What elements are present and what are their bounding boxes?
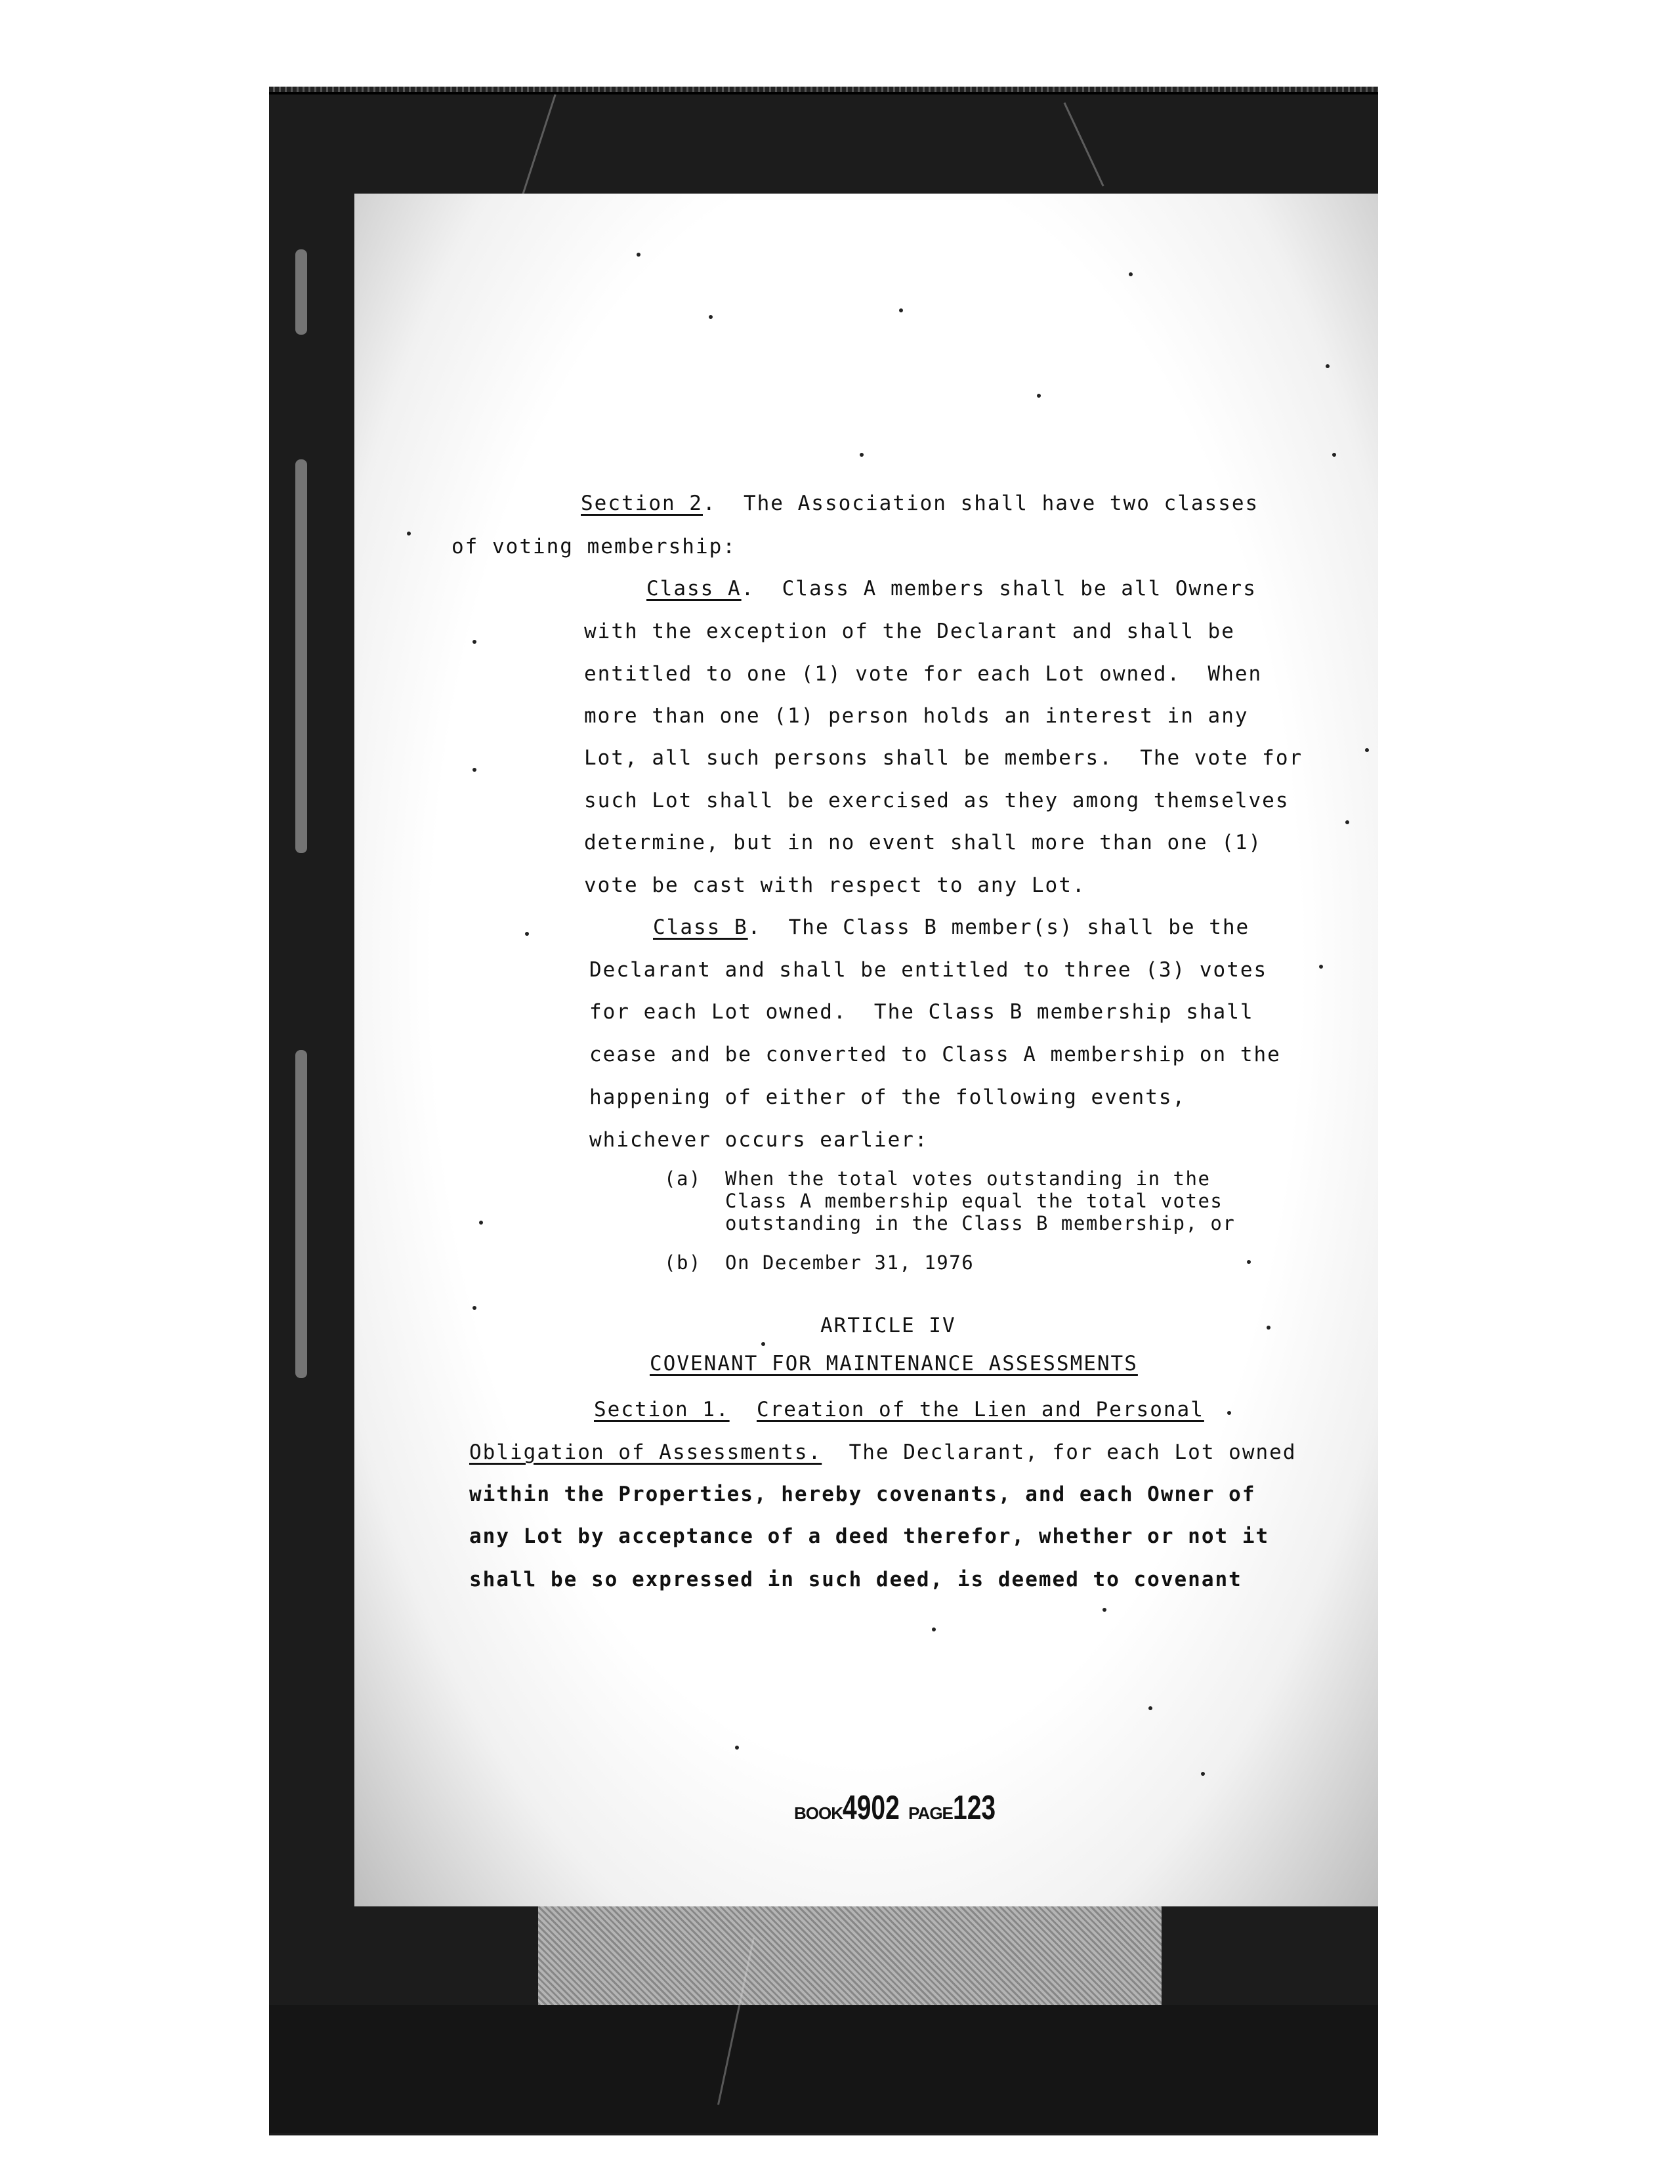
scan-speck: [1326, 364, 1330, 368]
scan-speck: [1332, 453, 1336, 457]
class-b-heading: Class B: [653, 915, 748, 939]
event-line: When the total votes outstanding in the: [725, 1167, 1211, 1190]
scan-artifact: [295, 459, 307, 853]
class-a-line: with the exception of the Declarant and shall be: [584, 620, 1235, 643]
event-line: outstanding in the Class B membership, or: [725, 1212, 1236, 1234]
book-number: 4902: [843, 1789, 900, 1827]
scan-bottom-edge: [269, 2005, 1378, 2133]
event-label: (b): [664, 1251, 702, 1274]
section-1-line: any Lot by acceptance of a deed therefor, whether or not it: [469, 1524, 1270, 1548]
class-b-line: cease and be converted to Class A membership on the: [589, 1043, 1281, 1066]
scan-speck: [1319, 965, 1323, 969]
scan-speck: [1129, 272, 1133, 276]
scan-speck: [735, 1746, 739, 1750]
article-title: COVENANT FOR MAINTENANCE ASSESSMENTS: [650, 1352, 1138, 1376]
scan-bottom-band: [538, 1906, 1162, 2005]
class-b-text: . The Class B member(s) shall be the: [747, 915, 1250, 939]
page-number: 123: [952, 1789, 996, 1827]
scan-speck: [472, 1306, 476, 1310]
class-b-line-1: [653, 917, 1250, 938]
scan-speck: [525, 932, 529, 936]
book-page-stamp: [794, 1788, 1010, 1828]
class-a-line: vote be cast with respect to any Lot.: [584, 873, 1086, 897]
scan-artifact: [295, 1050, 307, 1378]
section-1-number: Section 1.: [594, 1398, 730, 1421]
scan-speck: [1201, 1772, 1205, 1776]
scan-speck: [899, 308, 903, 312]
event-line: On December 31, 1976: [725, 1251, 975, 1274]
scan-speck: [407, 532, 411, 536]
section-2-heading: Section 2: [581, 492, 703, 515]
scan-speck: [637, 253, 640, 257]
section-1-line-1: [594, 1400, 1204, 1420]
scan-speck: [472, 768, 476, 772]
class-a-line-1: [646, 579, 1257, 599]
scan-speck: [932, 1628, 936, 1631]
section-1-line-2: [469, 1442, 1297, 1463]
class-a-line: entitled to one (1) vote for each Lot owned. When: [584, 662, 1263, 686]
class-b-line: happening of either of the following events,: [589, 1085, 1186, 1109]
scan-speck: [1345, 820, 1349, 824]
class-b-line: whichever occurs earlier:: [589, 1128, 929, 1152]
section-1-text: The Declarant, for each Lot owned: [822, 1440, 1297, 1464]
scan-speck: [709, 315, 713, 319]
section-2-text: . The Association shall have two classes: [702, 492, 1259, 515]
class-b-line: Declarant and shall be entitled to three (3) votes: [589, 958, 1268, 982]
event-label: (a): [664, 1167, 702, 1190]
class-a-text: . Class A members shall be all Owners: [741, 577, 1257, 600]
event-line: Class A membership equal the total votes: [725, 1190, 1223, 1212]
section-1-heading: Creation of the Lien and Personal: [756, 1398, 1204, 1421]
scan-speck: [1267, 1326, 1270, 1330]
scan-speck: [1037, 394, 1041, 398]
class-a-line: more than one (1) person holds an interest in any: [584, 704, 1249, 728]
class-a-line: Lot, all such persons shall be members. The vote for: [584, 746, 1303, 770]
scan-speck: [1102, 1608, 1106, 1612]
section-1-line: within the Properties, hereby covenants, and each Owner of: [469, 1482, 1256, 1506]
scan-speck: [1227, 1411, 1231, 1415]
page-label: PAGE: [908, 1803, 953, 1823]
section-2-line-2: of voting membership:: [452, 535, 736, 558]
section-2-line-1: [581, 494, 1259, 514]
scan-artifact: [295, 249, 307, 335]
article-number: ARTICLE IV: [820, 1314, 956, 1337]
scan-speck: [479, 1221, 483, 1225]
class-a-line: such Lot shall be exercised as they among themselves: [584, 789, 1290, 812]
class-b-line: for each Lot owned. The Class B membership shall: [589, 1000, 1254, 1024]
class-a-heading: Class A: [646, 577, 742, 600]
scan-speck: [761, 1342, 765, 1346]
scan-speck: [1365, 748, 1369, 752]
section-1-line: shall be so expressed in such deed, is deemed to covenant: [469, 1568, 1242, 1591]
scan-speck: [472, 640, 476, 644]
scan-speck: [1247, 1260, 1251, 1264]
scan-speck: [1148, 1706, 1152, 1710]
scan-speck: [860, 453, 864, 457]
book-label: BOOK: [794, 1803, 843, 1823]
section-1-heading-cont: Obligation of Assessments.: [469, 1440, 822, 1464]
class-a-line: determine, but in no event shall more than one (1): [584, 831, 1263, 854]
